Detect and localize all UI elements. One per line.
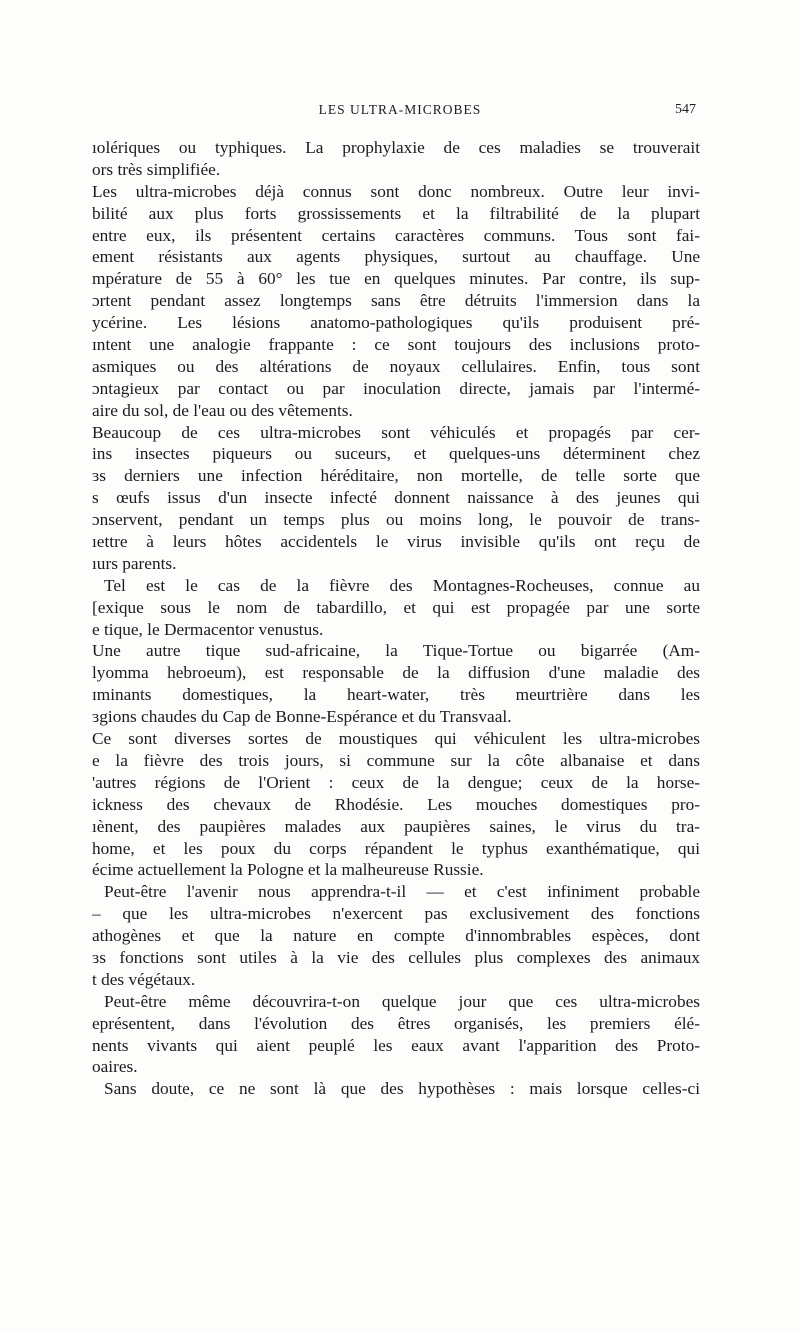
text-line: mpérature de 55 à 60° les tue en quelques minutes. Par contre, ils sup- [92, 269, 700, 289]
running-title: LES ULTRA-MICROBES [318, 102, 482, 117]
text-line: Tel est le cas de la fièvre des Montagnes-Rocheuses, connue au [104, 575, 700, 595]
text-line: lyomma hebroeum), est responsable de la diffusion d'une maladie des [92, 663, 700, 683]
text-line: aire du sol, de l'eau ou des vêtements. [92, 400, 353, 420]
text-line: ins insectes piqueurs ou suceurs, et quelques-uns déterminent chez [92, 444, 700, 464]
text-line: e la fièvre des trois jours, si commune sur la côte albanaise et dans [92, 750, 700, 770]
text-line: Peut-être l'avenir nous apprendra-t-il — et c'est infiniment probable [104, 882, 700, 902]
text-line: ɜs derniers une infection héréditaire, non mortelle, de telle sorte que [92, 466, 700, 486]
text-line: ɔntagieux par contact ou par inoculation directe, jamais par l'intermé- [92, 378, 700, 398]
body-text [92, 137, 700, 1100]
text-line: s œufs issus d'un insecte infecté donnent naissance à des jeunes qui [92, 488, 700, 508]
text-line: ɜs fonctions sont utiles à la vie des cellules plus complexes des animaux [92, 947, 700, 967]
text-line: entre eux, ils présentent certains caractères communs. Tous sont fai- [92, 225, 700, 245]
text-line: eprésentent, dans l'évolution des êtres organisés, les premiers élé- [92, 1013, 700, 1033]
text-line: Sans doute, ce ne sont là que des hypothèses : mais lorsque celles-ci [104, 1079, 700, 1099]
text-line: ement résistants aux agents physiques, surtout au chauffage. Une [92, 247, 700, 267]
text-line: ıettre à leurs hôtes accidentels le virus invisible qu'ils ont reçu de [92, 532, 700, 552]
text-line: bilité aux plus forts grossissements et la filtrabilité de la plupart [92, 203, 700, 223]
text-line: écime actuellement la Pologne et la malheureuse Russie. [92, 860, 484, 880]
text-line: nents vivants qui aient peuplé les eaux avant l'apparition des Proto- [92, 1035, 700, 1055]
text-line: ors très simplifiée. [92, 159, 221, 179]
text-line: ıolériques ou typhiques. La prophylaxie de ces maladies se trouverait [92, 138, 700, 157]
page-number: 547 [675, 102, 696, 117]
text-line: [exique sous le nom de tabardillo, et qui est propagée par une sorte [92, 597, 700, 617]
text-line: ɜgions chaudes du Cap de Bonne-Espérance et du Transvaal. [92, 707, 512, 727]
text-line: athogènes et que la nature en compte d'innombrables espèces, dont [92, 926, 700, 946]
text-line: Peut-être même découvrira-t-on quelque jour que ces ultra-microbes [104, 991, 700, 1011]
text-line: home, et les poux du corps répandent le typhus exanthématique, qui [92, 838, 700, 858]
text-line: – que les ultra-microbes n'exercent pas exclusivement des fonctions [92, 904, 700, 924]
text-line: ıènent, des paupières malades aux paupières saines, le virus du tra- [92, 816, 700, 836]
text-line: Beaucoup de ces ultra-microbes sont véhiculés et propagés par cer- [92, 422, 700, 442]
page-header [0, 102, 800, 126]
text-line: ıurs parents. [92, 553, 177, 573]
text-line: asmiques ou des altérations de noyaux cellulaires. Enfin, tous sont [92, 356, 700, 376]
text-line: ɔrtent pendant assez longtemps sans être détruits l'immersion dans la [92, 291, 700, 311]
text-line: oaires. [92, 1057, 138, 1077]
text-line: 'autres régions de l'Orient : ceux de la dengue; ceux de la horse- [92, 772, 700, 792]
text-line: ickness des chevaux de Rhodésie. Les mouches domestiques pro- [92, 794, 700, 814]
text-line: Une autre tique sud-africaine, la Tique-Tortue ou bigarrée (Am- [92, 641, 700, 661]
text-line: ɪminants domestiques, la heart-water, très meurtrière dans les [92, 685, 700, 705]
text-line: ɔnservent, pendant un temps plus ou moins long, le pouvoir de trans- [92, 510, 700, 530]
text-line: ɪntent une analogie frappante : ce sont toujours des inclusions proto- [92, 335, 700, 355]
text-line: t des végétaux. [92, 969, 196, 989]
text-line: ycérine. Les lésions anatomo-pathologiques qu'ils produisent pré- [92, 313, 700, 333]
text-line: e tique, le Dermacentor venustus. [92, 619, 324, 639]
text-line: Ce sont diverses sortes de moustiques qui véhiculent les ultra-microbes [92, 729, 700, 749]
text-line: Les ultra-microbes déjà connus sont donc nombreux. Outre leur invi- [92, 181, 700, 201]
